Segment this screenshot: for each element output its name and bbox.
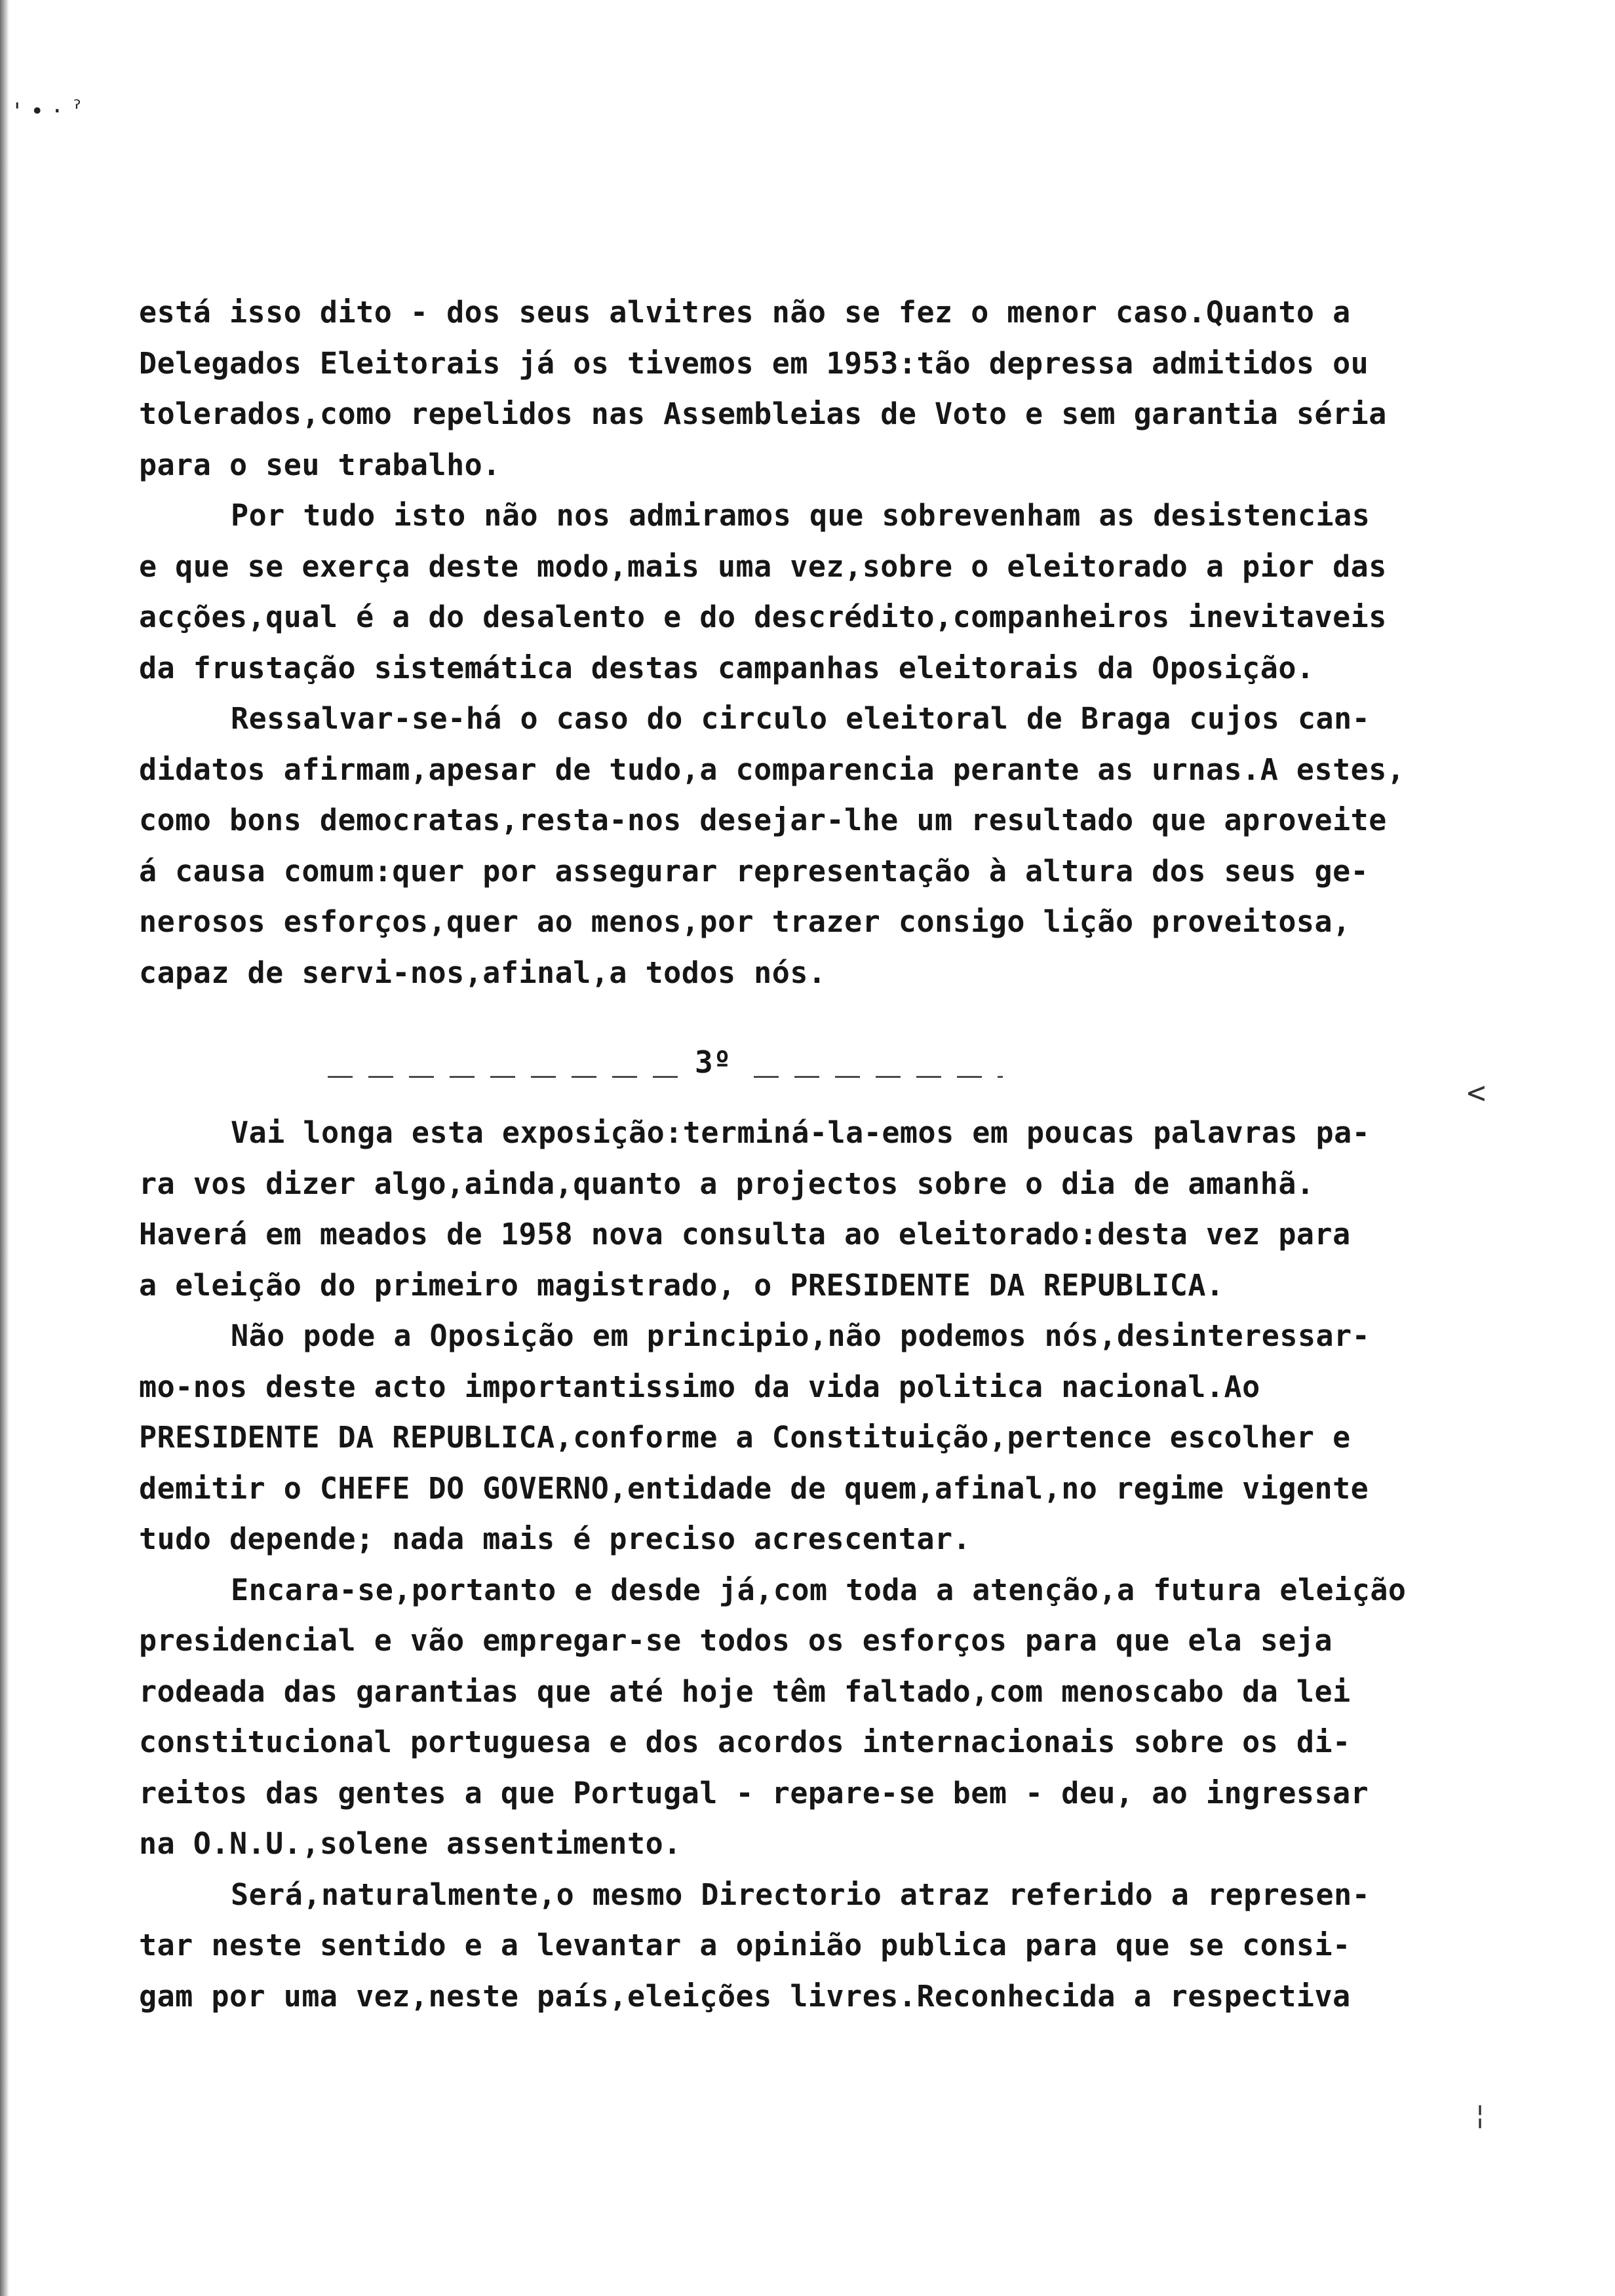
- text-line: PRESIDENTE DA REPUBLICA,conforme a Constituição,pertence escolher e: [139, 1420, 1351, 1455]
- text-line: Ressalvar-se-há o caso do circulo eleitoral de Braga cujos can-: [231, 701, 1371, 736]
- text-line: tar neste sentido e a levantar a opinião publica para que se consi-: [139, 1928, 1351, 1962]
- text-line: tolerados,como repelidos nas Assembleias de Voto e sem garantia séria: [139, 396, 1387, 431]
- text-line: nerosos esforços,quer ao menos,por trazer consigo lição proveitosa,: [139, 904, 1351, 939]
- text-line: reitos das gentes a que Portugal - repare-se bem - deu, ao ingressar: [139, 1775, 1369, 1810]
- bottom-paragraphs: [139, 1107, 1489, 2021]
- divider-rule-left: [328, 1076, 682, 1078]
- text-line: para o seu trabalho.: [139, 447, 501, 482]
- text-line: está isso dito - dos seus alvitres não se fez o menor caso.Quanto a: [139, 295, 1351, 330]
- text-line: rodeada das garantias que até hoje têm faltado,com menoscabo da lei: [139, 1674, 1351, 1709]
- corner-scan-marks: '•·ˀ: [10, 98, 90, 124]
- text-line: Por tudo isto não nos admiramos que sobrevenham as desistencias: [231, 498, 1371, 533]
- text-line: Encara-se,portanto e desde já,com toda a atenção,a futura eleição: [231, 1572, 1407, 1607]
- text-line: mo-nos deste acto importantissimo da vida politica nacional.Ao: [139, 1369, 1260, 1404]
- text-line: tudo depende; nada mais é preciso acrescentar.: [139, 1521, 971, 1556]
- text-line: da frustação sistemática destas campanhas eleitorais da Oposição.: [139, 650, 1315, 685]
- text-line: ra vos dizer algo,ainda,quanto a projectos sobre o dia de amanhã.: [139, 1166, 1315, 1201]
- margin-tick-mark: ¦: [1472, 2100, 1489, 2130]
- text-line: na O.N.U.,solene assentimento.: [139, 1826, 682, 1861]
- text-line: presidencial e vão empregar-se todos os esforços para que ela seja: [139, 1623, 1333, 1658]
- margin-tick-mark: <: [1467, 1075, 1486, 1111]
- text-line: Vai longa esta exposição:terminá-la-emos em poucas palavras pa-: [231, 1115, 1371, 1150]
- text-line: acções,qual é a do desalento e do descrédito,companheiros inevitaveis: [139, 600, 1387, 634]
- top-paragraphs: [139, 287, 1489, 998]
- text-line: Haverá em meados de 1958 nova consulta ao eleitorado:desta vez para: [139, 1217, 1351, 1252]
- text-line: constitucional portuguesa e dos acordos internacionais sobre os di-: [139, 1725, 1351, 1759]
- text-line: didatos afirmam,apesar de tudo,a comparencia perante as urnas.A estes,: [139, 752, 1405, 787]
- text-line: e que se exerça deste modo,mais uma vez,sobre o eleitorado a pior das: [139, 548, 1387, 584]
- text-line: á causa comum:quer por assegurar representação à altura dos seus ge-: [139, 853, 1369, 889]
- section-number: 3º: [695, 1044, 731, 1080]
- binding-edge-shadow: [0, 0, 9, 2296]
- text-line: Delegados Eleitorais já os tivemos em 1953:tão depressa admitidos ou: [139, 345, 1369, 381]
- text-line: como bons democratas,resta-nos desejar-lhe um resultado que aproveite: [139, 803, 1387, 837]
- text-line: Não pode a Oposição em principio,não podemos nós,desinteressar-: [231, 1318, 1371, 1353]
- text-line: a eleição do primeiro magistrado, o PRESIDENTE DA REPUBLICA.: [139, 1267, 1224, 1303]
- section-divider: [0, 1042, 1615, 1094]
- text-line: Será,naturalmente,o mesmo Directorio atraz referido a represen-: [231, 1877, 1371, 1912]
- text-line: demitir o CHEFE DO GOVERNO,entidade de quem,afinal,no regime vigente: [139, 1470, 1369, 1506]
- text-line: capaz de servi-nos,afinal,a todos nós.: [139, 955, 827, 990]
- text-line: gam por uma vez,neste país,eleições livres.Reconhecida a respectiva: [139, 1978, 1351, 2014]
- divider-rule-right: [754, 1076, 1003, 1078]
